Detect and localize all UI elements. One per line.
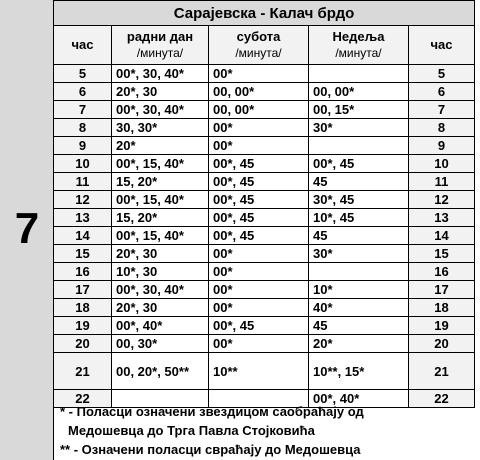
- sunday-cell: 10**, 15*: [309, 353, 409, 390]
- footnotes: [54, 402, 474, 459]
- weekday-header: [112, 26, 209, 65]
- saturday-cell: 00*: [209, 137, 309, 155]
- hour-cell: 12: [54, 191, 112, 209]
- hour-cell-right: 9: [409, 137, 475, 155]
- hour-cell-right: 5: [409, 65, 475, 83]
- table-row: [54, 209, 475, 227]
- hour-cell-right: 15: [409, 245, 475, 263]
- weekday-cell: 00*, 40*: [112, 317, 209, 335]
- saturday-cell: 00*, 45: [209, 317, 309, 335]
- route-title: Сарајевска - Калач брдо: [54, 1, 475, 26]
- sunday-header: [309, 26, 409, 65]
- table-row: [54, 227, 475, 245]
- sunday-header-label: Недеља: [332, 29, 385, 44]
- route-sidebar: [0, 0, 54, 460]
- hour-cell: 22: [54, 390, 112, 408]
- sunday-cell: 45: [309, 173, 409, 191]
- table-row: [54, 281, 475, 299]
- table-row: [54, 353, 475, 390]
- weekday-header-sub: /минута/: [136, 46, 184, 60]
- hour-cell-right: 20: [409, 335, 475, 353]
- sunday-cell: [309, 137, 409, 155]
- saturday-cell: 00*, 45: [209, 227, 309, 245]
- table-row: [54, 191, 475, 209]
- sunday-cell: 45: [309, 317, 409, 335]
- saturday-cell: 00*: [209, 65, 309, 83]
- hour-cell: 13: [54, 209, 112, 227]
- hour-cell-right: 17: [409, 281, 475, 299]
- footnote-single-star: * - Поласци означени звездицом саобраћају од: [60, 404, 364, 419]
- table-row: [54, 155, 475, 173]
- hour-cell: 20: [54, 335, 112, 353]
- footnote-double-star: ** - Означени поласци свраћају до Медошевца: [60, 442, 361, 457]
- table-row: [54, 65, 475, 83]
- table-row: [54, 335, 475, 353]
- sunday-cell: 20*: [309, 335, 409, 353]
- weekday-cell: 00*, 15, 40*: [112, 155, 209, 173]
- table-row: [54, 137, 475, 155]
- weekday-cell: 30, 30*: [112, 119, 209, 137]
- hour-cell: 11: [54, 173, 112, 191]
- hour-cell-right: 14: [409, 227, 475, 245]
- hour-cell: 7: [54, 101, 112, 119]
- saturday-cell: 00*: [209, 119, 309, 137]
- hour-cell: 5: [54, 65, 112, 83]
- hour-cell: 9: [54, 137, 112, 155]
- weekday-cell: 20*: [112, 137, 209, 155]
- sunday-header-sub: /минута/: [335, 46, 382, 60]
- weekday-cell: 20*, 30: [112, 83, 209, 101]
- saturday-cell: 00*: [209, 263, 309, 281]
- weekday-cell: 00*, 30, 40*: [112, 281, 209, 299]
- hour-cell-right: 12: [409, 191, 475, 209]
- hour-cell-right: 8: [409, 119, 475, 137]
- weekday-cell: 00*, 15, 40*: [112, 191, 209, 209]
- weekday-cell: 00*, 30, 40*: [112, 101, 209, 119]
- hour-cell: 10: [54, 155, 112, 173]
- sunday-cell: [309, 65, 409, 83]
- hour-header-left: час: [54, 26, 112, 65]
- weekday-cell: 00, 30*: [112, 335, 209, 353]
- sunday-cell: 00, 15*: [309, 101, 409, 119]
- sunday-cell: 30*: [309, 119, 409, 137]
- saturday-cell: 00*, 45: [209, 209, 309, 227]
- table-row: [54, 299, 475, 317]
- hour-cell: 15: [54, 245, 112, 263]
- saturday-header-label: субота: [236, 29, 281, 44]
- hour-cell: 6: [54, 83, 112, 101]
- table-row: [54, 119, 475, 137]
- sunday-cell: 00*, 45: [309, 155, 409, 173]
- weekday-header-label: радни дан: [126, 29, 194, 44]
- sunday-cell: 40*: [309, 299, 409, 317]
- saturday-cell: 00*: [209, 245, 309, 263]
- table-row: [54, 173, 475, 191]
- saturday-cell: 10**: [209, 353, 309, 390]
- saturday-cell: 00*: [209, 281, 309, 299]
- saturday-cell: 00, 00*: [209, 83, 309, 101]
- saturday-cell: 00, 00*: [209, 101, 309, 119]
- sunday-cell: 30*: [309, 245, 409, 263]
- weekday-cell: 15, 20*: [112, 209, 209, 227]
- saturday-cell: 00*, 45: [209, 155, 309, 173]
- hour-cell: 21: [54, 353, 112, 390]
- weekday-cell: 00*, 15, 40*: [112, 227, 209, 245]
- table-row: [54, 83, 475, 101]
- weekday-cell: 00*, 30, 40*: [112, 65, 209, 83]
- timetable: [53, 0, 475, 408]
- footnote-single-star-cont: Медошевца до Трга Павла Стојковића: [68, 423, 315, 438]
- saturday-header-sub: /минута/: [235, 46, 282, 60]
- sunday-cell: 10*, 45: [309, 209, 409, 227]
- hour-cell-right: 13: [409, 209, 475, 227]
- table-row: [54, 317, 475, 335]
- hour-cell-right: 7: [409, 101, 475, 119]
- saturday-cell: 00*: [209, 299, 309, 317]
- table-row: [54, 245, 475, 263]
- hour-cell: 16: [54, 263, 112, 281]
- saturday-cell: 00*: [209, 335, 309, 353]
- hour-cell-right: 18: [409, 299, 475, 317]
- saturday-header: [209, 26, 309, 65]
- weekday-cell: 20*, 30: [112, 245, 209, 263]
- hour-cell: 18: [54, 299, 112, 317]
- sunday-cell: 00*, 40*: [309, 390, 409, 408]
- hour-cell-right: 11: [409, 173, 475, 191]
- table-row: [54, 101, 475, 119]
- hour-cell-right: 21: [409, 353, 475, 390]
- sunday-cell: [309, 263, 409, 281]
- hour-cell-right: 10: [409, 155, 475, 173]
- sunday-cell: 10*: [309, 281, 409, 299]
- saturday-cell: 00*, 45: [209, 191, 309, 209]
- sunday-cell: 45: [309, 227, 409, 245]
- table-row: [54, 263, 475, 281]
- hour-cell-right: 22: [409, 390, 475, 408]
- weekday-cell: 20*, 30: [112, 299, 209, 317]
- sunday-cell: 30*, 45: [309, 191, 409, 209]
- weekday-cell: 15, 20*: [112, 173, 209, 191]
- hour-cell: 17: [54, 281, 112, 299]
- hour-cell: 14: [54, 227, 112, 245]
- sunday-cell: 00, 00*: [309, 83, 409, 101]
- hour-cell-right: 19: [409, 317, 475, 335]
- weekday-cell: 10*, 30: [112, 263, 209, 281]
- saturday-cell: 00*, 45: [209, 173, 309, 191]
- route-number: 7: [14, 204, 40, 253]
- hour-cell-right: 16: [409, 263, 475, 281]
- hour-cell: 8: [54, 119, 112, 137]
- hour-header-right: час: [409, 26, 475, 65]
- header-row: [54, 26, 475, 65]
- hour-cell-right: 6: [409, 83, 475, 101]
- hour-cell: 19: [54, 317, 112, 335]
- weekday-cell: 00, 20*, 50**: [112, 353, 209, 390]
